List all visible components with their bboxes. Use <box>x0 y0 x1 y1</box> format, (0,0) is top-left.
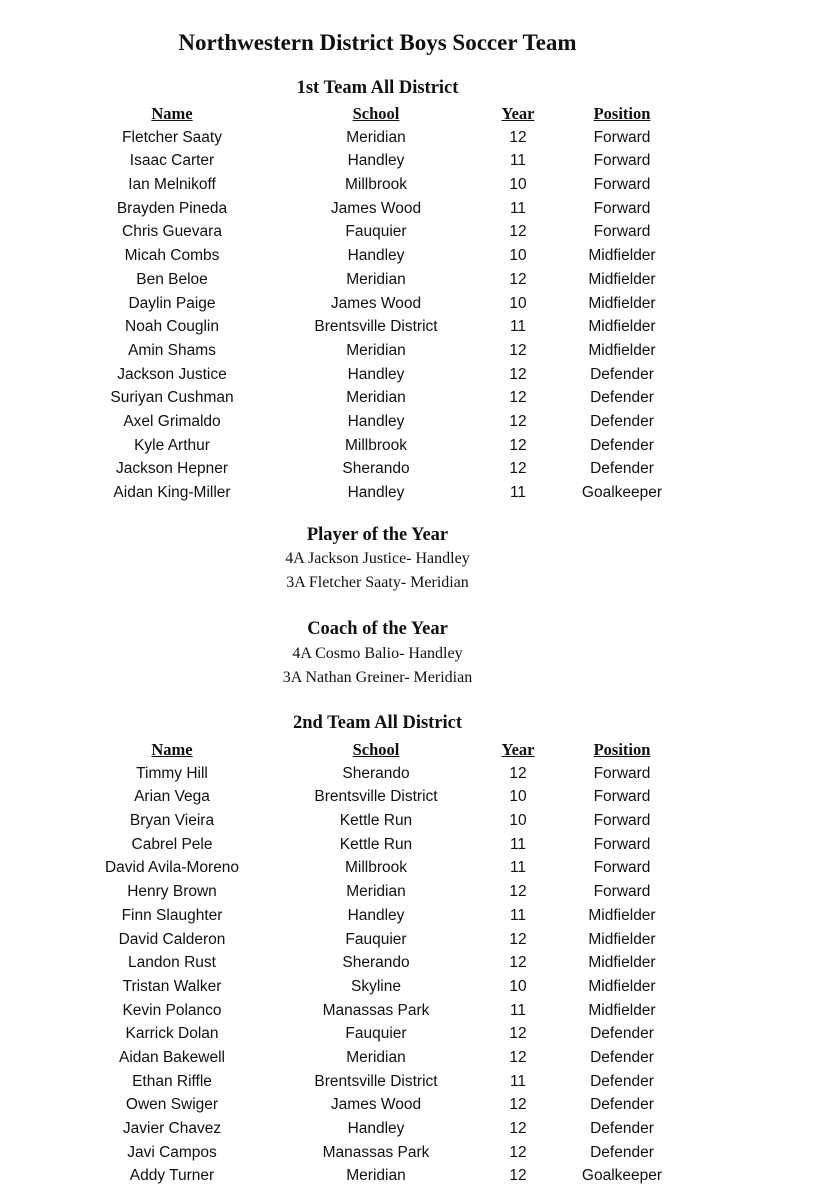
second-team-table <box>0 740 817 1190</box>
player-position: Forward <box>593 199 651 217</box>
player-year: 11 <box>509 1001 527 1019</box>
table-row <box>0 151 817 175</box>
table-row <box>0 930 817 954</box>
player-year: 12 <box>509 883 527 901</box>
name-column-header: Name <box>151 104 193 123</box>
player-position: Forward <box>593 176 651 194</box>
player-year: 10 <box>509 788 527 806</box>
player-name: Henry Brown <box>127 883 217 901</box>
player-school: James Wood <box>330 294 422 312</box>
player-position: Midfielder <box>588 341 656 359</box>
player-school: Handley <box>347 412 405 430</box>
player-name: Ethan Riffle <box>132 1072 212 1090</box>
player-position: Forward <box>593 883 651 901</box>
player-position: Midfielder <box>588 954 656 972</box>
first-team-table <box>0 104 817 507</box>
table-row <box>0 365 817 389</box>
player-position: Defender <box>590 412 654 430</box>
school-column-header: School <box>352 740 400 759</box>
player-name: Jackson Justice <box>117 365 227 383</box>
player-school: Meridian <box>346 883 406 901</box>
table-row <box>0 906 817 930</box>
player-school: Skyline <box>351 977 401 995</box>
player-year: 12 <box>509 1048 527 1066</box>
player-position: Defender <box>590 1072 654 1090</box>
player-school: Handley <box>347 906 405 924</box>
player-year: 12 <box>509 389 527 407</box>
player-year: 12 <box>509 128 527 146</box>
player-school: Sherando <box>342 764 410 782</box>
player-year: 11 <box>509 906 527 924</box>
table-row <box>0 835 817 859</box>
player-position: Forward <box>593 764 651 782</box>
position-column-header: Position <box>593 740 651 759</box>
table-row <box>0 388 817 412</box>
player-school: Sherando <box>342 954 410 972</box>
player-position: Forward <box>593 128 651 146</box>
table-row <box>0 1024 817 1048</box>
player-year: 10 <box>509 176 527 194</box>
player-year: 12 <box>509 1025 527 1043</box>
player-name: Ian Melnikoff <box>128 176 216 194</box>
player-school: Millbrook <box>344 436 408 454</box>
player-school: Handley <box>347 152 405 170</box>
player-name: Landon Rust <box>128 954 216 972</box>
player-name: Kyle Arthur <box>134 436 210 454</box>
player-year: 10 <box>509 247 527 265</box>
player-position: Defender <box>590 1120 654 1137</box>
player-of-year-3a: 3A Fletcher Saaty- Meridian <box>286 574 469 591</box>
player-school: Handley <box>347 1120 405 1137</box>
player-school: Brentsville District <box>314 788 438 806</box>
position-column-header: Position <box>593 104 651 123</box>
table-row <box>0 1001 817 1025</box>
player-position: Defender <box>590 1025 654 1043</box>
player-name: Aidan King-Miller <box>113 484 231 501</box>
player-year: 12 <box>509 436 527 454</box>
player-year: 11 <box>509 1072 527 1090</box>
player-name: David Avila-Moreno <box>104 859 240 877</box>
player-school: Millbrook <box>344 859 408 877</box>
player-school: Meridian <box>346 1048 406 1066</box>
player-year: 11 <box>509 835 527 853</box>
table-row <box>0 811 817 835</box>
school-column-header: School <box>352 104 400 123</box>
coach-of-year-3a: 3A Nathan Greiner- Meridian <box>282 669 473 686</box>
player-year: 11 <box>509 318 527 336</box>
player-position: Defender <box>590 365 654 383</box>
player-name: Kevin Polanco <box>122 1001 222 1019</box>
player-school: Meridian <box>346 341 406 359</box>
player-position: Forward <box>593 152 651 170</box>
coach-of-year-title: Coach of the Year <box>307 619 448 639</box>
player-position: Forward <box>593 835 651 853</box>
second-team-title: 2nd Team All District <box>292 713 463 733</box>
second-team-header-row <box>0 740 817 764</box>
player-position: Defender <box>590 389 654 407</box>
player-year: 12 <box>509 1120 527 1137</box>
player-name: Noah Couglin <box>125 318 219 336</box>
player-year: 12 <box>509 1096 527 1114</box>
player-name: Micah Combs <box>124 247 220 265</box>
player-year: 12 <box>509 365 527 383</box>
player-school: Handley <box>347 247 405 265</box>
table-row <box>0 436 817 460</box>
player-school: Manassas Park <box>322 1001 430 1019</box>
player-school: Brentsville District <box>314 318 438 336</box>
player-school: Millbrook <box>344 176 408 194</box>
first-team-title: 1st Team All District <box>296 78 459 98</box>
player-position: Midfielder <box>588 294 656 312</box>
player-year: 12 <box>509 460 527 478</box>
player-position: Defender <box>590 1096 654 1114</box>
table-row <box>0 199 817 223</box>
player-position: Midfielder <box>588 977 656 995</box>
player-of-year-4a: 4A Jackson Justice- Handley <box>285 550 470 567</box>
player-school: Meridian <box>346 128 406 146</box>
player-year: 12 <box>509 1167 527 1185</box>
table-row <box>0 764 817 788</box>
player-year: 12 <box>509 223 527 241</box>
player-name: Tristan Walker <box>122 977 222 995</box>
year-column-header: Year <box>501 104 535 123</box>
player-name: Aidan Bakewell <box>119 1048 225 1066</box>
player-position: Midfielder <box>588 1001 656 1019</box>
player-name: Fletcher Saaty <box>122 128 222 146</box>
player-name: Brayden Pineda <box>116 199 228 217</box>
player-year: 11 <box>509 199 527 217</box>
player-year: 12 <box>509 412 527 430</box>
player-name: Chris Guevara <box>122 223 222 241</box>
player-name: Cabrel Pele <box>131 835 213 853</box>
player-year: 11 <box>509 152 527 170</box>
player-name: Arian Vega <box>134 788 210 806</box>
player-school: Kettle Run <box>339 835 413 853</box>
first-team-body <box>0 128 817 507</box>
player-name: Daylin Paige <box>128 294 216 312</box>
player-position: Forward <box>593 788 651 806</box>
player-school: Handley <box>347 365 405 383</box>
table-row <box>0 175 817 199</box>
table-row <box>0 1095 817 1119</box>
player-position: Defender <box>590 460 654 478</box>
table-row <box>0 317 817 341</box>
table-row <box>0 1166 817 1190</box>
player-position: Midfielder <box>588 906 656 924</box>
player-name: Javi Campos <box>127 1143 217 1161</box>
player-school: Manassas Park <box>322 1143 430 1161</box>
player-position: Defender <box>590 1048 654 1066</box>
player-name: Bryan Vieira <box>129 812 215 830</box>
table-row <box>0 246 817 270</box>
player-year: 12 <box>509 1143 527 1161</box>
player-of-year-title: Player of the Year <box>306 525 449 545</box>
player-name: Amin Shams <box>128 341 216 359</box>
player-position: Forward <box>593 859 651 877</box>
second-team-body <box>0 764 817 1190</box>
player-school: Handley <box>347 484 405 501</box>
player-name: Finn Slaughter <box>121 906 223 924</box>
table-row <box>0 1072 817 1096</box>
table-row <box>0 1048 817 1072</box>
player-position: Midfielder <box>588 270 656 288</box>
player-name: Jackson Hepner <box>115 460 229 478</box>
player-position: Goalkeeper <box>581 484 663 501</box>
player-year: 10 <box>509 977 527 995</box>
player-position: Defender <box>590 436 654 454</box>
table-row <box>0 977 817 1001</box>
table-row <box>0 412 817 436</box>
player-name: David Calderon <box>118 930 226 948</box>
player-name: Suriyan Cushman <box>110 389 234 407</box>
player-position: Forward <box>593 812 651 830</box>
coach-of-year-4a: 4A Cosmo Balio- Handley <box>292 645 463 662</box>
player-year: 10 <box>509 812 527 830</box>
table-row <box>0 341 817 365</box>
player-school: Brentsville District <box>314 1072 438 1090</box>
player-name: Javier Chavez <box>122 1120 222 1137</box>
player-name: Owen Swiger <box>125 1096 219 1114</box>
player-year: 12 <box>509 341 527 359</box>
player-name: Axel Grimaldo <box>123 412 221 430</box>
player-year: 12 <box>509 764 527 782</box>
player-year: 12 <box>509 954 527 972</box>
player-position: Midfielder <box>588 318 656 336</box>
player-school: Fauquier <box>345 930 407 948</box>
player-school: Sherando <box>342 460 410 478</box>
player-school: James Wood <box>330 1096 422 1114</box>
document-title: Northwestern District Boys Soccer Team <box>178 30 577 55</box>
table-row <box>0 270 817 294</box>
player-name: Ben Beloe <box>136 270 208 288</box>
player-position: Defender <box>590 1143 654 1161</box>
player-year: 12 <box>509 270 527 288</box>
first-team-header-row <box>0 104 817 128</box>
name-column-header: Name <box>151 740 193 759</box>
table-row <box>0 294 817 318</box>
table-row <box>0 882 817 906</box>
player-school: Fauquier <box>345 1025 407 1043</box>
player-position: Goalkeeper <box>581 1167 663 1185</box>
player-school: Meridian <box>346 1167 406 1185</box>
table-row <box>0 953 817 977</box>
player-school: Fauquier <box>345 223 407 241</box>
player-year: 11 <box>509 859 527 877</box>
player-name: Isaac Carter <box>129 152 215 170</box>
player-name: Timmy Hill <box>136 764 208 782</box>
player-position: Midfielder <box>588 930 656 948</box>
table-row <box>0 483 817 507</box>
table-row <box>0 222 817 246</box>
player-year: 10 <box>509 294 527 312</box>
table-row <box>0 787 817 811</box>
player-name: Addy Turner <box>129 1167 215 1185</box>
table-row <box>0 459 817 483</box>
player-name: Karrick Dolan <box>125 1025 219 1043</box>
player-year: 12 <box>509 930 527 948</box>
year-column-header: Year <box>501 740 535 759</box>
player-position: Forward <box>593 223 651 241</box>
table-row <box>0 858 817 882</box>
table-row <box>0 128 817 152</box>
table-row <box>0 1143 817 1167</box>
player-school: Meridian <box>346 270 406 288</box>
player-school: Kettle Run <box>339 812 413 830</box>
player-school: Meridian <box>346 389 406 407</box>
table-row <box>0 1119 817 1143</box>
player-position: Midfielder <box>588 247 656 265</box>
player-year: 11 <box>509 484 527 501</box>
player-school: James Wood <box>330 199 422 217</box>
